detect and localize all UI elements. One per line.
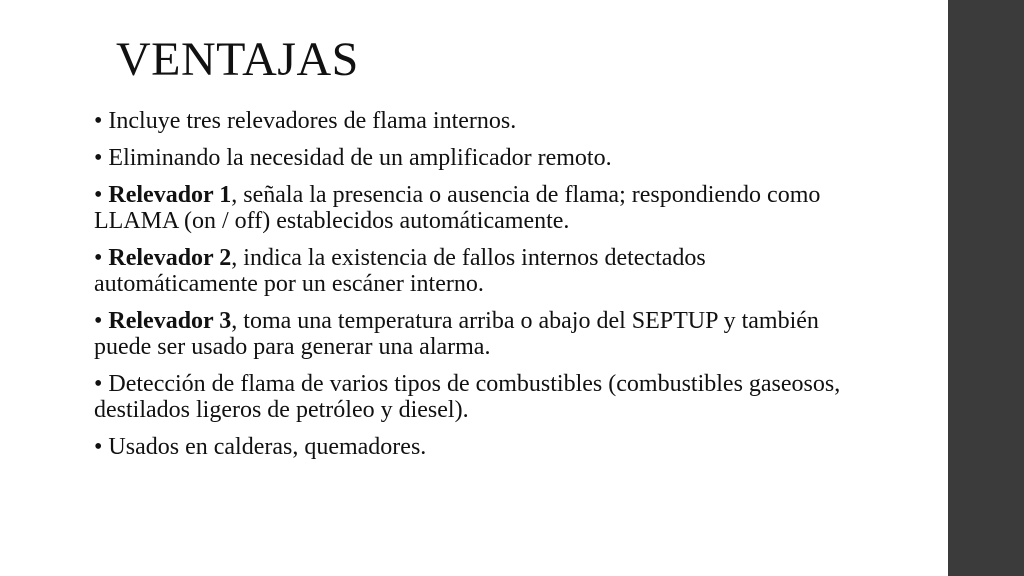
bullet-item [94,371,854,423]
bullet-item [94,108,854,134]
bullet-list [94,108,854,471]
bullet-text: , toma una temperatura arriba o abajo del SEPTUP y también puede ser usado para generar una alarma. [94,308,819,360]
bullet-marker: • [94,108,103,134]
bullet-text: Usados en calderas, quemadores. [108,434,427,460]
slide-title: VENTAJAS [116,33,359,86]
bullet-item [94,308,854,360]
bullet-text: , señala la presencia o ausencia de flama; respondiendo como LLAMA (on / off) establecidos automáticamente. [94,182,821,234]
bullet-item [94,145,854,171]
bullet-text: Eliminando la necesidad de un amplificador remoto. [108,145,612,171]
bullet-bold-label: Relevador 1 [108,182,232,208]
bullet-text: , indica la existencia de fallos internos detectados automáticamente por un escáner interno. [94,245,706,297]
bullet-text: Incluye tres relevadores de flama internos. [108,108,517,134]
bullet-item [94,245,854,297]
side-accent-bar [948,0,1024,576]
bullet-marker: • [94,145,103,171]
bullet-item [94,434,854,460]
bullet-bold-label: Relevador 3 [108,308,232,334]
bullet-marker: • [94,308,103,334]
bullet-marker: • [94,371,103,397]
bullet-bold-label: Relevador 2 [108,245,232,271]
bullet-marker: • [94,245,103,271]
bullet-marker: • [94,182,103,208]
bullet-marker: • [94,434,103,460]
bullet-item [94,182,854,234]
bullet-text: Detección de flama de varios tipos de combustibles (combustibles gaseosos, destilados ligeros de petróleo y diesel). [94,371,841,423]
